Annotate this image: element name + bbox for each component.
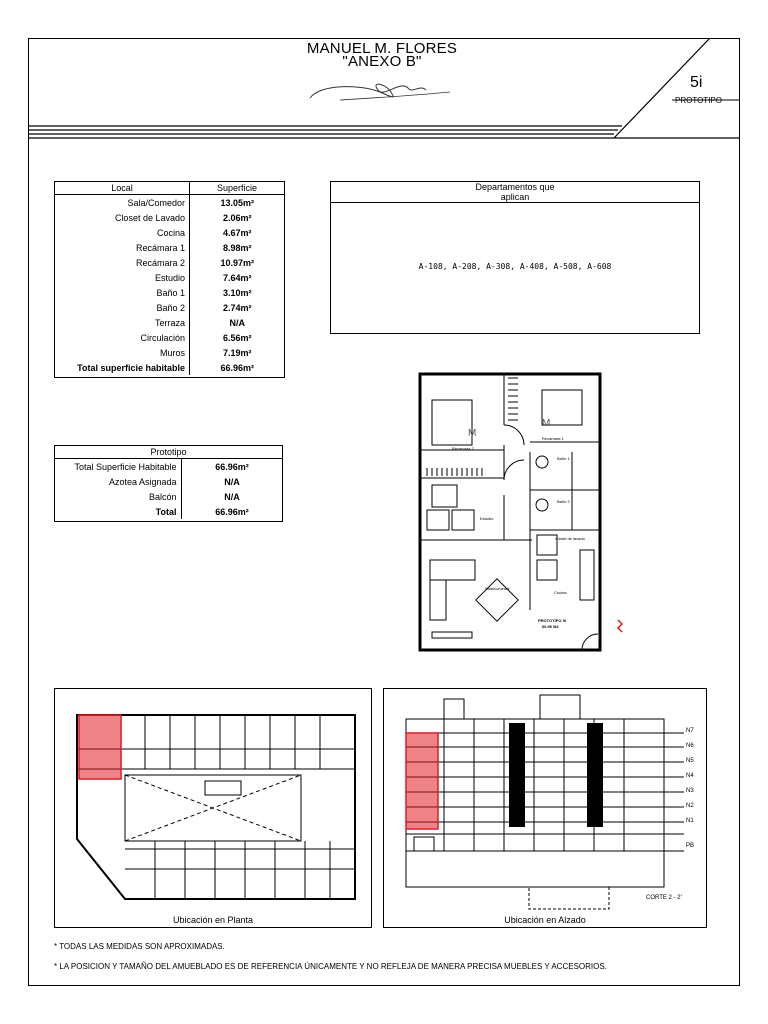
unit-highlight-elevation xyxy=(406,733,438,829)
location-plan-box xyxy=(54,688,372,928)
room-area: 2.74m² xyxy=(222,302,252,313)
note-furniture: * LA POSICION Y TAMAÑO DEL AMUEBLADO ES DE REFERENCIA ÚNICAMENTE Y NO REFLEJA DE MANERA PRECISA MUEBLES Y ACCESORIOS. xyxy=(54,962,607,971)
room-area: N/A xyxy=(229,317,245,328)
departments-header xyxy=(331,182,699,203)
prototype-stamp: PROTOTIPO 5i xyxy=(538,618,566,623)
prototype-total-value: 66.96m² xyxy=(215,506,249,517)
col-surface-header: Superficie xyxy=(190,182,285,195)
room-label-closet: Closet de lavado xyxy=(555,536,585,541)
location-plan-drawing xyxy=(55,689,371,927)
table-row xyxy=(55,459,283,475)
level-label: N5 xyxy=(686,758,694,764)
level-label: N6 xyxy=(686,743,694,749)
unit-highlight-plan xyxy=(79,715,121,779)
departments-subtitle: aplican xyxy=(500,192,530,202)
table-row xyxy=(55,285,285,300)
apartment-floor-plan xyxy=(412,370,632,660)
prototype-label: PROTOTIPO xyxy=(675,96,722,105)
room-area: 4.67m² xyxy=(222,227,252,238)
prototype-value-cell: N/A xyxy=(224,476,240,487)
level-label: N7 xyxy=(686,728,694,734)
table-row xyxy=(55,300,285,315)
table-row xyxy=(55,240,285,255)
prototype-label-cell: Balcón xyxy=(55,489,182,504)
room-label-bano-1: Baño 1 xyxy=(557,456,570,461)
room-name: Baño 1 xyxy=(55,285,190,300)
total-label: Total superficie habitable xyxy=(55,360,190,375)
signature-mark xyxy=(300,70,460,106)
room-area: 10.97m² xyxy=(220,257,255,268)
prototype-total-label: Total xyxy=(55,504,182,519)
room-label-estudio: Estudio xyxy=(480,516,494,521)
project-title: MANUEL M. FLORES xyxy=(306,40,458,57)
location-elevation-box xyxy=(383,688,707,928)
prototype-number: 5i xyxy=(690,74,703,91)
level-label: PB xyxy=(686,843,695,849)
prototype-value-cell: N/A xyxy=(224,491,240,502)
bed-mark-m: M xyxy=(468,428,477,439)
room-area: 7.19m² xyxy=(222,347,252,358)
room-label-recamara-1: Recamara 1 xyxy=(542,436,564,441)
room-label-recamara-2: Recamara 2 xyxy=(452,446,474,451)
prototype-table-title: Prototipo xyxy=(55,446,283,459)
room-area: 2.06m² xyxy=(222,212,252,223)
room-area: 3.10m² xyxy=(222,287,252,298)
room-area: 13.05m² xyxy=(220,197,255,208)
prototype-table xyxy=(54,445,283,519)
room-label-cocina: Cocina xyxy=(554,590,567,595)
level-label: N3 xyxy=(686,788,694,794)
table-row-total xyxy=(55,504,283,519)
prototype-label-cell: Azotea Asignada xyxy=(55,474,182,489)
room-name: Baño 2 xyxy=(55,300,190,315)
note-measurements: * TODAS LAS MEDIDAS SON APROXIMADAS. xyxy=(54,942,225,951)
room-name: Muros xyxy=(55,345,190,360)
total-area: 66.96m² xyxy=(220,362,255,373)
room-name: Sala/Comedor xyxy=(55,195,190,211)
table-row xyxy=(55,489,283,504)
col-local-header: Local xyxy=(55,182,190,195)
room-area: 8.98m² xyxy=(222,242,252,253)
room-label-sala: Sala/comedor xyxy=(485,586,510,591)
project-annex: "ANEXO B" xyxy=(342,53,422,70)
room-name: Circulación xyxy=(55,330,190,345)
room-name: Estudio xyxy=(55,270,190,285)
table-row-total xyxy=(55,360,285,375)
table-row xyxy=(55,345,285,360)
level-label: N2 xyxy=(686,803,694,809)
section-label: CORTE 2 - 2' xyxy=(646,895,682,901)
prototype-value-cell: 66.96m² xyxy=(215,461,249,472)
table-row xyxy=(55,315,285,330)
level-label: N1 xyxy=(686,818,694,824)
table-row xyxy=(55,330,285,345)
table-row xyxy=(55,474,283,489)
room-label-bano-2: Baño 2 xyxy=(557,499,570,504)
project-name xyxy=(282,42,482,68)
bed-mark-m: M xyxy=(542,418,551,429)
elevation-caption: Ubicación en Alzado xyxy=(504,915,586,925)
room-name: Terraza xyxy=(55,315,190,330)
table-row xyxy=(55,255,285,270)
table-row xyxy=(55,225,285,240)
location-elevation-drawing xyxy=(384,689,706,927)
room-name: Closet de Lavado xyxy=(55,210,190,225)
room-area: 7.64m² xyxy=(222,272,252,283)
room-name: Recámara 2 xyxy=(55,255,190,270)
table-row xyxy=(55,210,285,225)
room-area: 6.56m² xyxy=(222,332,252,343)
level-label: N4 xyxy=(686,773,694,779)
departments-list: A-108, A-208, A-308, A-408, A-508, A-608 xyxy=(418,262,612,271)
surface-table xyxy=(54,181,285,375)
departments-title: Departamentos que xyxy=(475,182,555,192)
table-row xyxy=(55,195,285,211)
prototype-label-cell: Total Superficie Habitable xyxy=(55,459,182,475)
table-row xyxy=(55,270,285,285)
departments-box xyxy=(330,181,700,334)
prototype-stamp-area: 66.96 M2 xyxy=(542,624,559,629)
room-name: Cocina xyxy=(55,225,190,240)
plan-caption: Ubicación en Planta xyxy=(172,915,254,925)
room-name: Recámara 1 xyxy=(55,240,190,255)
